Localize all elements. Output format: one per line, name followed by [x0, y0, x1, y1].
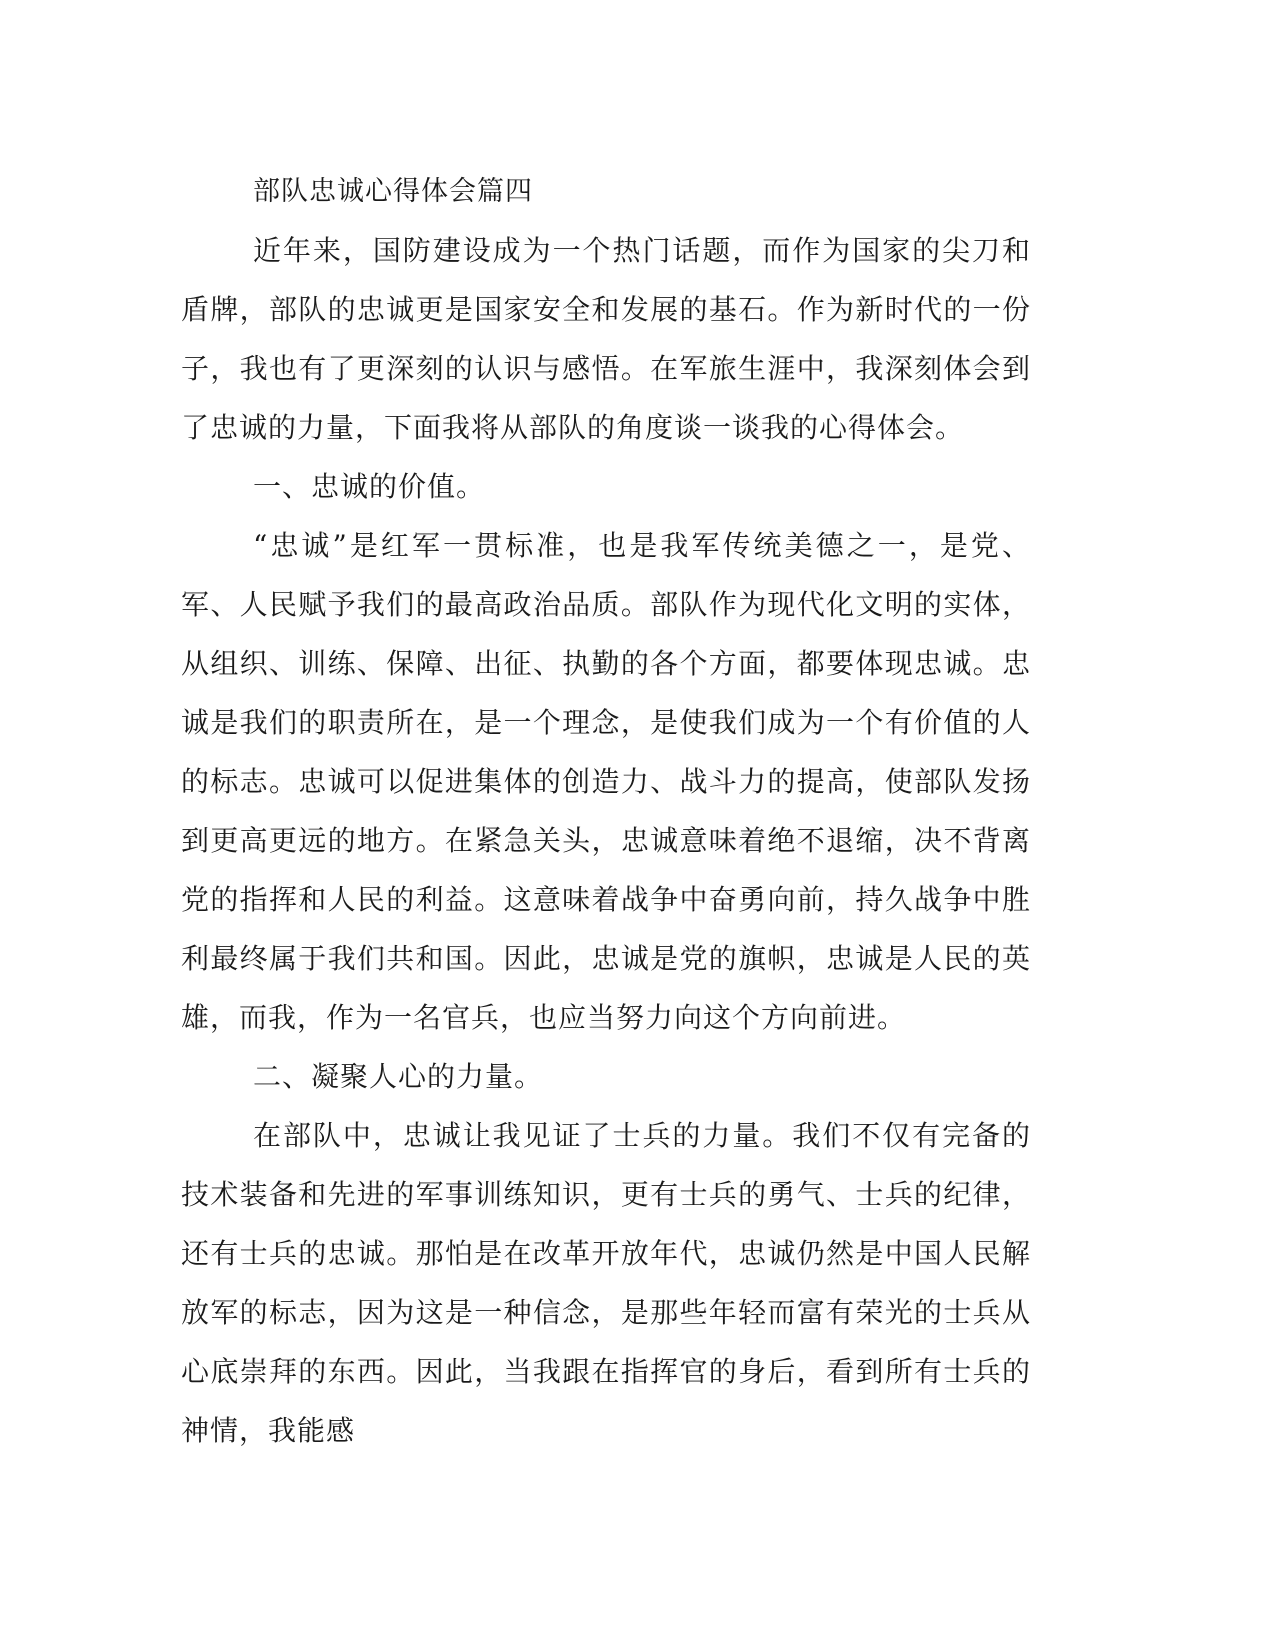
section-2-heading: 二、凝聚人心的力量。 — [253, 1060, 544, 1093]
section-1-heading: 一、忠诚的价值。 — [253, 470, 486, 503]
intro-paragraph: 近年来，国防建设成为一个热门话题，而作为国家的尖刀和盾牌，部队的忠诚更是国家安全和发展的基石。作为新时代的一份子，我也有了更深刻的认识与感悟。在军旅生涯中，我深刻体会到了忠诚的力量，下面我将从部队的角度谈一谈我的心得体会。 — [181, 234, 1031, 444]
section-2-paragraph: 在部队中，忠诚让我见证了士兵的力量。我们不仅有完备的技术装备和先进的军事训练知识，更有士兵的勇气、士兵的纪律，还有士兵的忠诚。那怕是在改革开放年代，忠诚仍然是中国人民解放军的标志，因为这是一种信念，是那些年轻而富有荣光的士兵从心底崇拜的东西。因此，当我跟在指挥官的身后，看到所有士兵的神情，我能感 — [181, 1119, 1031, 1447]
section-1-paragraph: “忠诚”是红军一贯标准，也是我军传统美德之一，是党、军、人民赋予我们的最高政治品质。部队作为现代化文明的实体，从组织、训练、保障、出征、执勤的各个方面，都要体现忠诚。忠诚是我们的职责所在，是一个理念，是使我们成为一个有价值的人的标志。忠诚可以促进集体的创造力、战斗力的提高，使部队发扬到更高更远的地方。在紧急关头，忠诚意味着绝不退缩，决不背离党的指挥和人民的利益。这意味着战争中奋勇向前，持久战争中胜利最终属于我们共和国。因此，忠诚是党的旗帜，忠诚是人民的英雄，而我，作为一名官兵，也应当努力向这个方向前进。 — [181, 529, 1031, 1034]
document-title: 部队忠诚心得体会篇四 — [253, 176, 533, 207]
document-body — [181, 162, 1031, 1460]
